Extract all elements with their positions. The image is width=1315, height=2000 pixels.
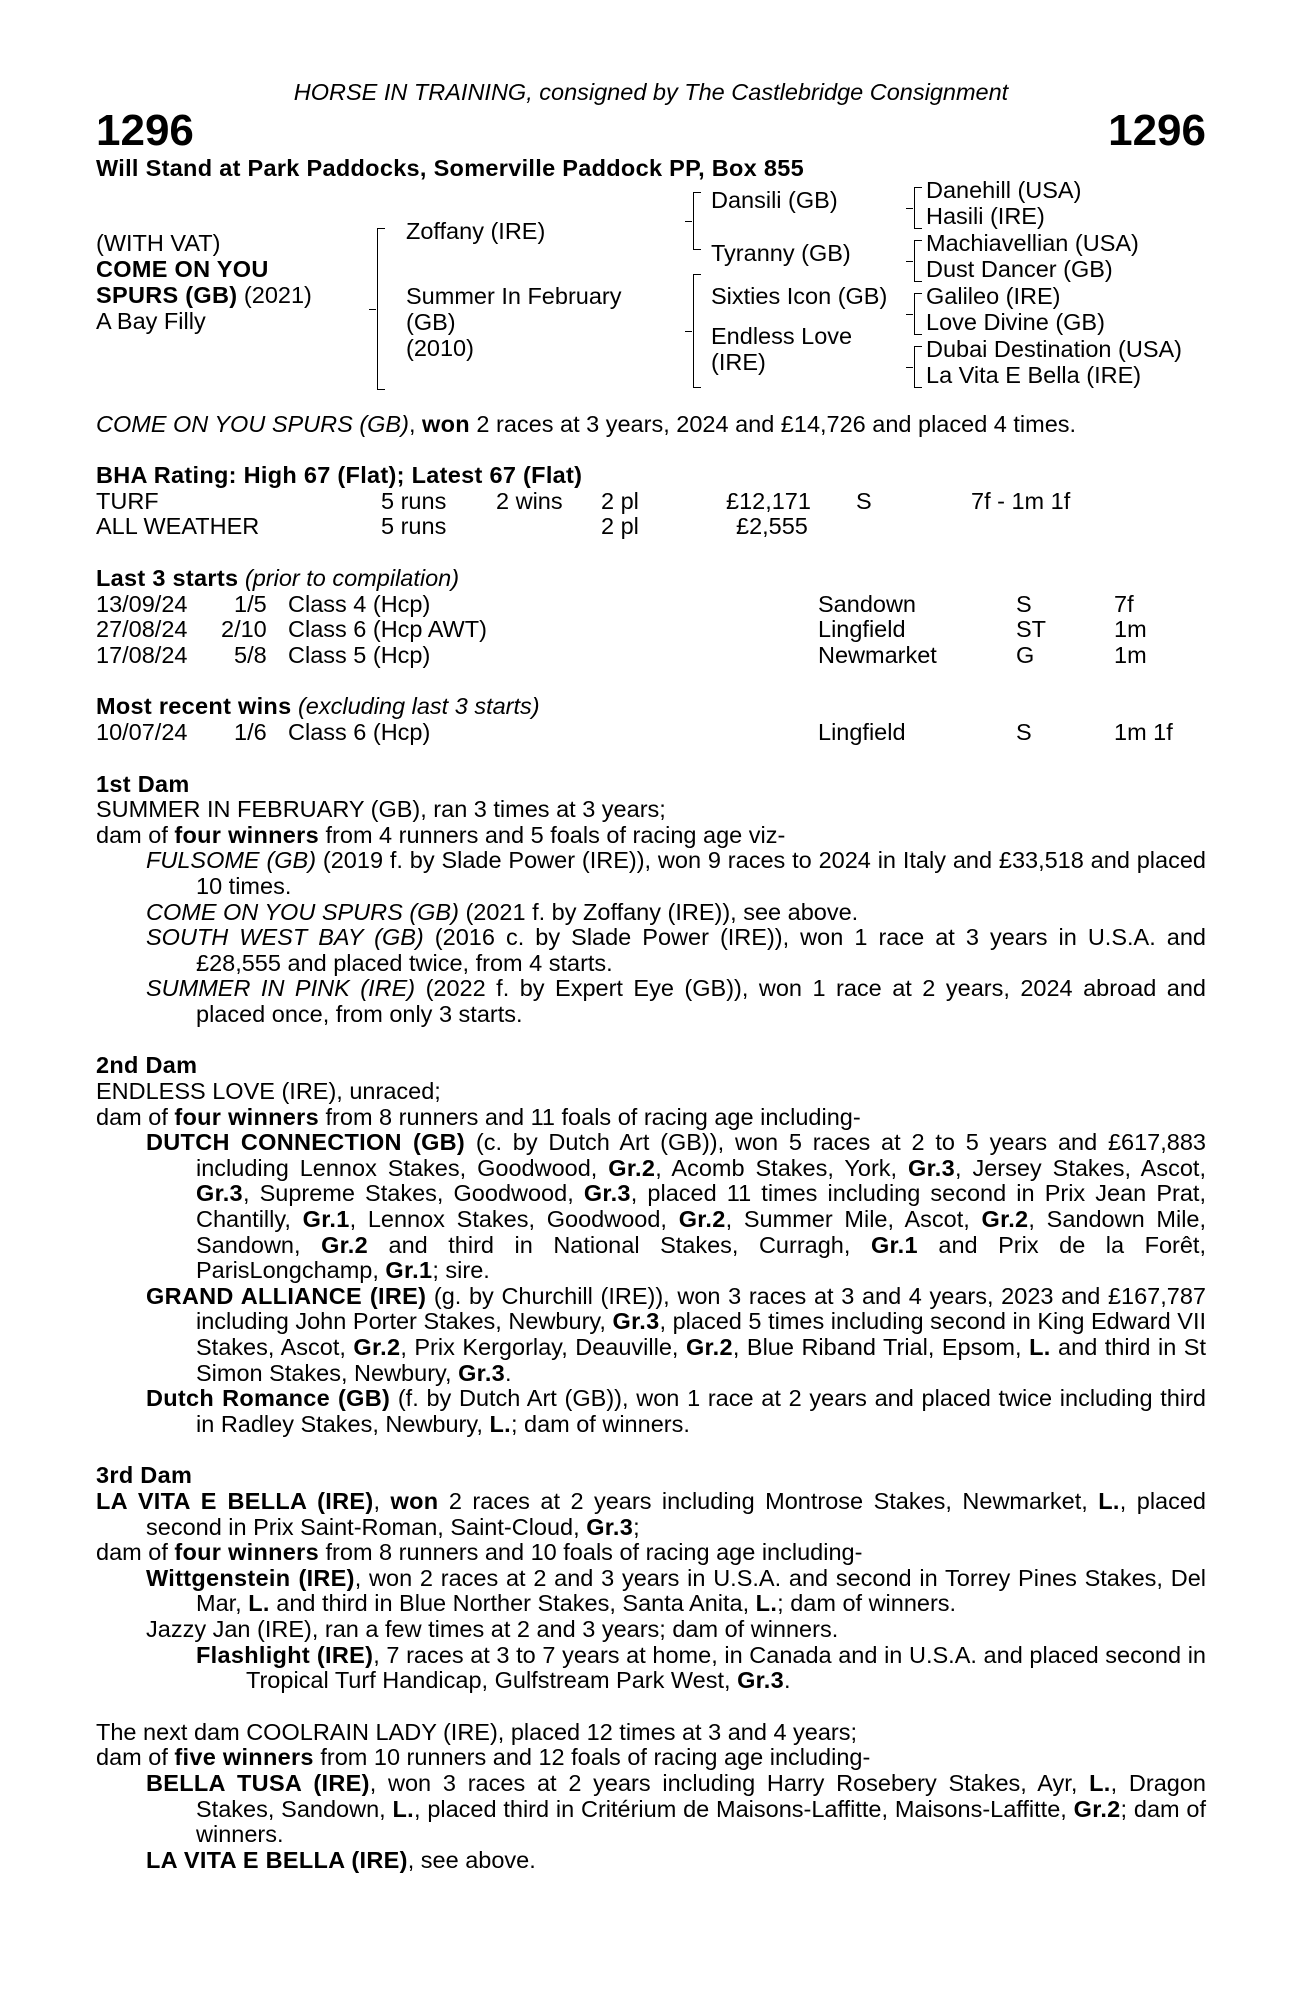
- dam2-line1: ENDLESS LOVE (IRE), unraced;: [96, 1078, 441, 1105]
- lot-number-right: 1296: [1108, 106, 1206, 155]
- dam-line3: (2010): [406, 334, 474, 361]
- dam3-grandprogeny: Flashlight (IRE), 7 races at 3 to 7 years at home, in Canada and in U.S.A. and placed second in Tropical Turf Handicap, Gulfstream Park West, Gr.3.: [196, 1641, 1206, 1694]
- dam1-line1: SUMMER IN FEBRUARY (GB), ran 3 times at 3 years;: [96, 796, 666, 823]
- dam2-progeny: Dutch Romance (GB) (f. by Dutch Art (GB)), won 1 race at 2 years and placed twice including third in Radley Stakes, Newbury, L.; dam of winners.: [146, 1385, 1206, 1437]
- horse-name-line1: COME ON YOU: [96, 255, 269, 282]
- horse-description: A Bay Filly: [96, 307, 206, 334]
- dam3-record: LA VITA E BELLA (IRE), won 2 races at 2 years including Montrose Stakes, Newmarket, L., placed second in Prix Saint-Roman, Saint-Cloud, Gr.3;: [96, 1487, 1206, 1540]
- sire-sire: Dansili (GB): [711, 186, 838, 213]
- next-dam-progeny: BELLA TUSA (IRE), won 3 races at 2 years including Harry Rosebery Stakes, Ayr, L., Dragon Stakes, Sandown, L., placed third in Critérium de Maisons-Laffitte, Maisons-Laffitte, Gr.2; dam of winners.: [146, 1769, 1206, 1848]
- dam1-heading: 1st Dam: [96, 770, 190, 797]
- race-summary: COME ON YOU SPURS (GB), won 2 races at 3 years, 2024 and £14,726 and placed 4 times.: [96, 410, 1077, 437]
- dam-line1: Summer In February: [406, 282, 622, 309]
- dam2-progeny: GRAND ALLIANCE (IRE) (g. by Churchill (IRE)), won 3 races at 3 and 4 years, 2023 and £167,787 including John Porter Stakes, Newbury, Gr.3, placed 5 times including second in King Edward VII Stakes, Ascot, Gr.2, Prix Kergorlay, Deauville, Gr.2, Blue Riband Trial, Epsom, L. and third in St Simon Stakes, Newbury, Gr.3.: [146, 1282, 1207, 1386]
- horse-name-line2: SPURS (GB) (2021): [96, 281, 312, 308]
- ped-dds: Dubai Destination (USA): [926, 335, 1182, 362]
- next-dam-line2: dam of five winners from 10 runners and 12 foals of racing age including-: [96, 1744, 871, 1771]
- dam-dam-line1: Endless Love: [711, 322, 853, 349]
- ped-sss: Danehill (USA): [926, 176, 1082, 203]
- dam3-heading: 3rd Dam: [96, 1462, 193, 1489]
- bracket-dam-dam: [914, 346, 922, 388]
- recent-wins-heading: Most recent wins (excluding last 3 starts): [96, 693, 540, 720]
- stand-location: Will Stand at Park Paddocks, Somerville Paddock PP, Box 855: [96, 155, 804, 181]
- lot-number-row: [96, 106, 1206, 156]
- dam1-progeny: SUMMER IN PINK (IRE) (2022 f. by Expert Eye (GB)), won 1 race at 2 years, 2024 abroad and placed once, from only 3 starts.: [146, 975, 1206, 1027]
- dam2-line2: dam of four winners from 8 runners and 11 foals of racing age including-: [96, 1103, 861, 1130]
- ped-ddd: La Vita E Bella (IRE): [926, 361, 1142, 388]
- dam3-progeny: Wittgenstein (IRE), won 2 races at 2 and 3 years in U.S.A. and second in Torrey Pines Stakes, Del Mar, L. and third in Blue Norther Stakes, Santa Anita, L.; dam of winners.: [146, 1564, 1206, 1617]
- dam1-line2: dam of four winners from 4 runners and 5 foals of racing age viz-: [96, 821, 786, 848]
- dam1-progeny: SOUTH WEST BAY (GB) (2016 c. by Slade Power (IRE)), won 1 race at 3 years in U.S.A. and £28,555 and placed twice, from 4 starts.: [146, 924, 1207, 976]
- last-start-row: 13/09/24 1/5 Class 4 (Hcp) Sandown S 7f: [96, 590, 1134, 617]
- bracket-dam-sire: [914, 293, 922, 335]
- bracket-sire-dam: [914, 240, 922, 282]
- lot-number-left: 1296: [96, 106, 194, 155]
- last-start-row: 27/08/24 2/10 Class 6 (Hcp AWT) Lingfield ST 1m: [96, 616, 1147, 643]
- sire: Zoffany (IRE): [406, 217, 546, 244]
- pedigree-table: [96, 176, 1206, 394]
- bracket-sire-sire: [914, 187, 922, 229]
- last-starts-heading: Last 3 starts (prior to compilation): [96, 564, 460, 591]
- dam2-progeny: DUTCH CONNECTION (GB) (c. by Dutch Art (GB)), won 5 races at 2 to 5 years and £617,883 including Lennox Stakes, Goodwood, Gr.2, Acomb Stakes, York, Gr.3, Jersey Stakes, Ascot, Gr.3, Supreme Stakes, Goodwood, Gr.3, placed 11 times including second in Prix Jean Prat, Chantilly, Gr.1, Lennox Stakes, Goodwood, Gr.2, Summer Mile, Ascot, Gr.2, Sandown Mile, Sandown, Gr.2 and third in National Stakes, Curragh, Gr.1 and Prix de la Forêt, ParisLongchamp, Gr.1; sire.: [146, 1129, 1207, 1284]
- ped-ssd: Hasili (IRE): [926, 202, 1045, 229]
- bracket-dam: [693, 274, 701, 388]
- ped-dsd: Love Divine (GB): [926, 308, 1105, 335]
- ped-sdd: Dust Dancer (GB): [926, 255, 1113, 282]
- dam1-progeny: FULSOME (GB) (2019 f. by Slade Power (IRE)), won 9 races to 2024 in Italy and £33,518 and placed 10 times.: [146, 847, 1206, 899]
- last-start-row: 17/08/24 5/8 Class 5 (Hcp) Newmarket G 1m: [96, 641, 1147, 668]
- ped-sds: Machiavellian (USA): [926, 229, 1139, 256]
- rating-row-aw: ALL WEATHER 5 runs 2 pl £2,555: [96, 513, 808, 540]
- bracket-horse: [377, 228, 385, 390]
- next-dam-line1: The next dam COOLRAIN LADY (IRE), placed 12 times at 3 and 4 years;: [96, 1718, 858, 1745]
- dam3-progeny: Jazzy Jan (IRE), ran a few times at 2 and 3 years; dam of winners.: [146, 1615, 839, 1642]
- vat-note: (WITH VAT): [96, 229, 221, 256]
- rating-heading: BHA Rating: High 67 (Flat); Latest 67 (Flat): [96, 462, 583, 489]
- dam2-heading: 2nd Dam: [96, 1052, 198, 1079]
- dam1-progeny: COME ON YOU SPURS (GB) (2021 f. by Zoffany (IRE)), see above.: [146, 898, 859, 925]
- consignment-header: HORSE IN TRAINING, consigned by The Castlebridge Consignment: [293, 79, 1009, 105]
- sire-dam: Tyranny (GB): [711, 239, 851, 266]
- next-dam-progeny: LA VITA E BELLA (IRE), see above.: [146, 1846, 536, 1873]
- catalogue-page: [96, 78, 1206, 1873]
- ped-dss: Galileo (IRE): [926, 282, 1061, 309]
- dam-dam-line2: (IRE): [711, 348, 766, 375]
- dam-sire: Sixties Icon (GB): [711, 282, 888, 309]
- bracket-sire: [693, 192, 701, 250]
- recent-win-row: 10/07/24 1/6 Class 6 (Hcp) Lingfield S 1m 1f: [96, 718, 1173, 745]
- rating-row-turf: TURF 5 runs 2 wins 2 pl £12,171 S 7f - 1m 1f: [96, 487, 1071, 514]
- dam-line2: (GB): [406, 308, 456, 335]
- dam3-line2: dam of four winners from 8 runners and 10 foals of racing age including-: [96, 1539, 863, 1566]
